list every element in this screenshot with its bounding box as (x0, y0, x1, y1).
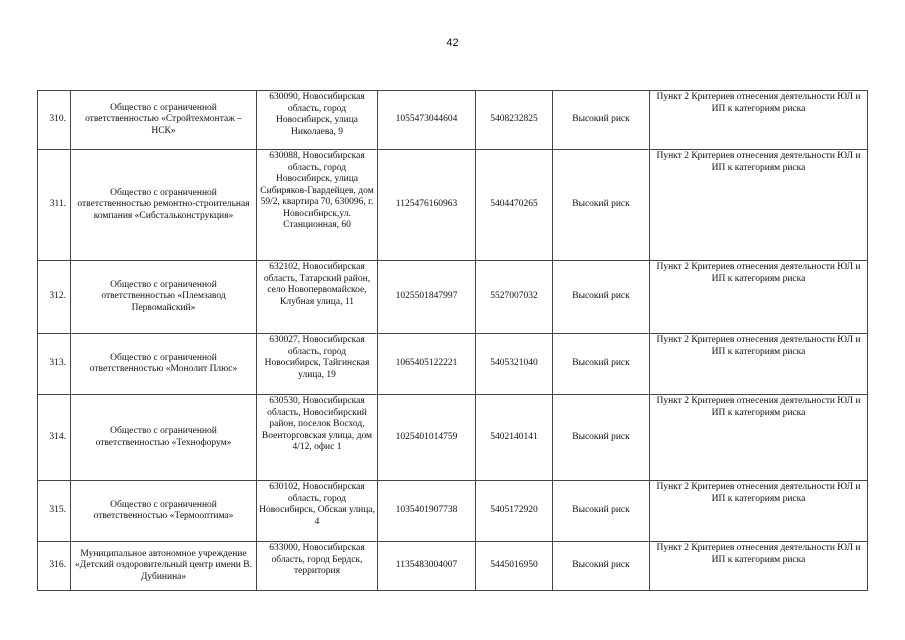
organization-address: 632102, Новосибирская область, Татарский район, село Новопервомайское, Клубная улица, 11 (257, 261, 378, 334)
ogrn-value: 1065405122221 (378, 334, 476, 395)
risk-criteria: Пункт 2 Критериев отнесения деятельности ЮЛ и ИП к категориям риска (650, 542, 868, 591)
table-row (38, 261, 868, 334)
risk-criteria: Пункт 2 Критериев отнесения деятельности ЮЛ и ИП к категориям риска (650, 91, 868, 150)
row-number: 310. (38, 91, 71, 150)
table-row (38, 91, 868, 150)
ogrn-value: 1025501847997 (378, 261, 476, 334)
organization-name: Общество с ограниченной ответственностью «Монолит Плюс» (71, 334, 257, 395)
ogrn-value: 1035401907738 (378, 481, 476, 542)
organization-name: Общество с ограниченной ответственностью «Технофорум» (71, 395, 257, 481)
risk-category: Высокий риск (553, 542, 650, 591)
organization-name: Общество с ограниченной ответственностью ремонтно-строительная компания «Сибстальконструкция» (71, 150, 257, 261)
organization-address: 630088, Новосибирская область, город Новосибирск, улица Сибиряков-Гвардейцев, дом 59/2, квартира 70, 630096, г. Новосибирск,ул. Станционная, 60 (257, 150, 378, 261)
table-row (38, 334, 868, 395)
risk-criteria: Пункт 2 Критериев отнесения деятельности ЮЛ и ИП к категориям риска (650, 261, 868, 334)
row-number: 316. (38, 542, 71, 591)
organization-address: 630530, Новосибирская область, Новосибирский район, поселок Восход, Военторговская улица, дом 4/12, офис 1 (257, 395, 378, 481)
risk-category: Высокий риск (553, 261, 650, 334)
table-row (38, 395, 868, 481)
page-number: 42 (446, 37, 459, 49)
ogrn-value: 1055473044604 (378, 91, 476, 150)
organization-name: Муниципальное автономное учреждение «Детский оздоровительный центр имени В. Дубинина» (71, 542, 257, 591)
ogrn-value: 1025401014759 (378, 395, 476, 481)
inn-value: 5402140141 (476, 395, 553, 481)
table-row (38, 150, 868, 261)
row-number: 314. (38, 395, 71, 481)
organization-address: 630090, Новосибирская область, город Новосибирск, улица Николаева, 9 (257, 91, 378, 150)
registry-table (37, 90, 868, 591)
organization-name: Общество с ограниченной ответственностью «Племзавод Первомайский» (71, 261, 257, 334)
organization-address: 633000, Новосибирская область, город Бердск, территория (257, 542, 378, 591)
risk-category: Высокий риск (553, 481, 650, 542)
inn-value: 5445016950 (476, 542, 553, 591)
row-number: 315. (38, 481, 71, 542)
inn-value: 5404470265 (476, 150, 553, 261)
organization-name: Общество с ограниченной ответственностью «Стройтехмонтаж – НСК» (71, 91, 257, 150)
row-number: 311. (38, 150, 71, 261)
risk-category: Высокий риск (553, 395, 650, 481)
risk-criteria: Пункт 2 Критериев отнесения деятельности ЮЛ и ИП к категориям риска (650, 334, 868, 395)
inn-value: 5405172920 (476, 481, 553, 542)
inn-value: 5527007032 (476, 261, 553, 334)
row-number: 313. (38, 334, 71, 395)
inn-value: 5405321040 (476, 334, 553, 395)
organization-name: Общество с ограниченной ответственностью «Термооптима» (71, 481, 257, 542)
table-row (38, 481, 868, 542)
risk-category: Высокий риск (553, 91, 650, 150)
risk-criteria: Пункт 2 Критериев отнесения деятельности ЮЛ и ИП к категориям риска (650, 395, 868, 481)
risk-category: Высокий риск (553, 334, 650, 395)
risk-criteria: Пункт 2 Критериев отнесения деятельности ЮЛ и ИП к категориям риска (650, 150, 868, 261)
organization-address: 630102, Новосибирская область, город Новосибирск, Обская улица, 4 (257, 481, 378, 542)
risk-category: Высокий риск (553, 150, 650, 261)
table-row (38, 542, 868, 591)
risk-criteria: Пункт 2 Критериев отнесения деятельности ЮЛ и ИП к категориям риска (650, 481, 868, 542)
inn-value: 5408232825 (476, 91, 553, 150)
ogrn-value: 1135483004007 (378, 542, 476, 591)
row-number: 312. (38, 261, 71, 334)
organization-address: 630027, Новосибирская область, город Новосибирск, Тайгинская улица, 19 (257, 334, 378, 395)
ogrn-value: 1125476160963 (378, 150, 476, 261)
